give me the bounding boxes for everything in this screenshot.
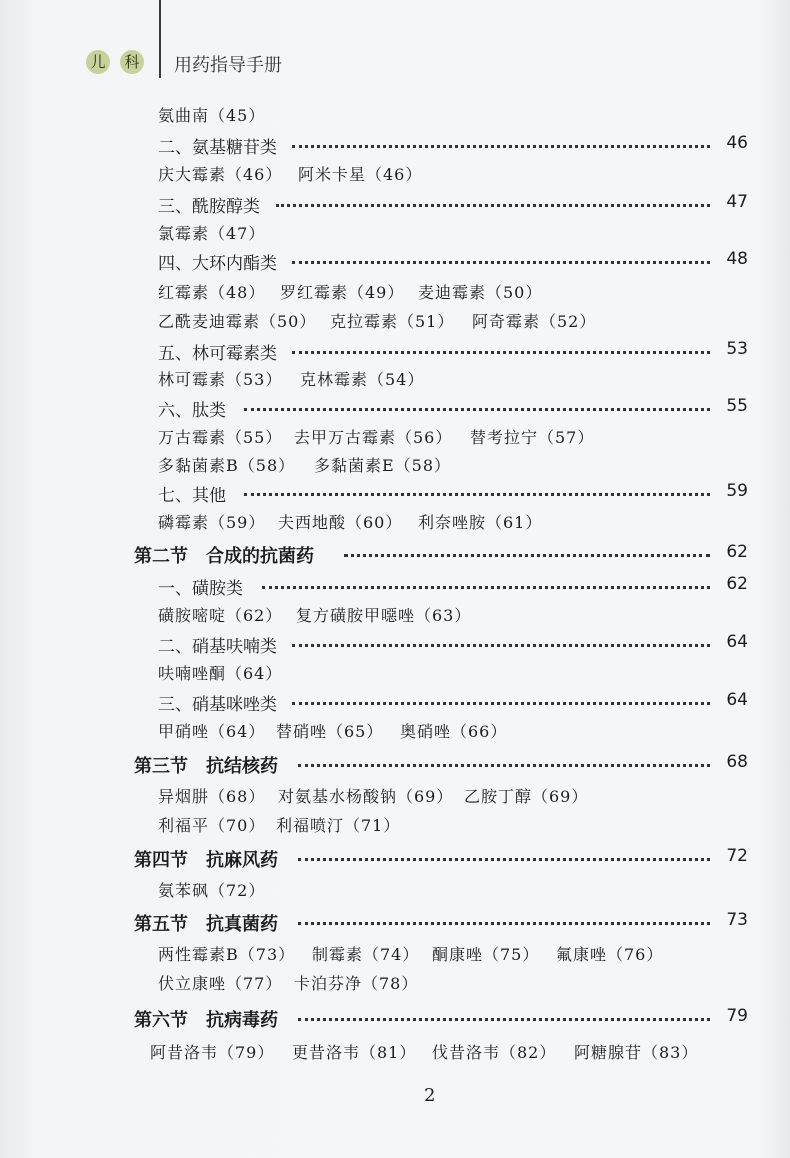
dot-leader — [344, 554, 710, 557]
toc-page-number: 79 — [726, 1006, 748, 1026]
toc-drug-row — [0, 103, 790, 133]
toc-drug-entry: 磷霉素（59） — [158, 513, 266, 532]
toc-section-heading: 第四节 抗麻风药 — [134, 850, 278, 871]
toc-drug-row — [0, 878, 790, 908]
toc-subheading-row — [0, 192, 790, 222]
toc-drug-entry: 夫西地酸（60） — [278, 513, 403, 532]
dot-leader — [298, 858, 710, 861]
toc-section-row — [0, 1006, 790, 1036]
toc-drug-entry: 罗红霉素（49） — [280, 283, 405, 302]
toc-drug-entry: 异烟肼（68） — [158, 787, 266, 806]
toc-page-number: 53 — [726, 339, 748, 359]
toc-drug-entry: 复方磺胺甲噁唑（63） — [296, 606, 472, 625]
toc-drug-entry: 阿糖腺苷（83） — [574, 1043, 699, 1062]
dot-leader — [298, 1018, 710, 1021]
toc-section-heading: 第六节 抗病毒药 — [134, 1010, 278, 1031]
toc-drug-entry: 多黏菌素E（58） — [314, 456, 452, 475]
toc-drug-entry: 氟康唑（76） — [556, 945, 664, 964]
dot-leader — [244, 493, 710, 496]
toc-page-number: 73 — [726, 910, 748, 930]
category-badge: 科 — [120, 50, 144, 74]
toc-drug-entry: 利奈唑胺（61） — [418, 513, 543, 532]
toc-drug-row — [0, 971, 790, 1001]
toc-subheading-row — [0, 481, 790, 511]
toc-section-heading: 第五节 抗真菌药 — [134, 914, 278, 935]
toc-section-row — [0, 752, 790, 782]
toc-section-row — [0, 542, 790, 572]
toc-drug-entry: 阿昔洛韦（79） — [150, 1043, 275, 1062]
toc-subheading: 三、酰胺醇类 — [158, 197, 260, 217]
toc-drug-entry: 林可霉素（53） — [158, 370, 283, 389]
toc-drug-entry: 制霉素（74） — [312, 945, 420, 964]
toc-drug-entry: 克拉霉素（51） — [330, 312, 455, 331]
toc-drug-entry: 去甲万古霉素（56） — [294, 428, 453, 447]
toc-drug-row — [0, 813, 790, 843]
toc-subheading: 七、其他 — [158, 486, 226, 506]
toc-drug-entry: 伏立康唑（77） — [158, 974, 283, 993]
toc-drug-row — [0, 309, 790, 339]
toc-drug-entry: 卡泊芬净（78） — [294, 974, 419, 993]
toc-drug-row — [0, 603, 790, 633]
dot-leader — [276, 204, 710, 207]
toc-section-heading: 第三节 抗结核药 — [134, 756, 278, 777]
toc-drug-entry: 氨苯砜（72） — [158, 881, 266, 900]
toc-drug-entry: 红霉素（48） — [158, 283, 266, 302]
toc-drug-row — [0, 719, 790, 749]
toc-drug-entry: 两性霉素B（73） — [158, 945, 296, 964]
toc-subheading-row — [0, 574, 790, 604]
toc-subheading-row — [0, 133, 790, 163]
toc-drug-entry: 利福喷汀（71） — [276, 816, 401, 835]
toc-subheading-row — [0, 339, 790, 369]
dot-leader — [292, 145, 710, 148]
toc-drug-entry: 磺胺嘧啶（62） — [158, 606, 283, 625]
toc-subheading-row — [0, 396, 790, 426]
toc-drug-entry: 庆大霉素（46） — [158, 165, 283, 184]
toc-page-number: 55 — [726, 396, 748, 416]
dot-leader — [292, 702, 710, 705]
toc-drug-entry: 利福平（70） — [158, 816, 266, 835]
toc-page-number: 64 — [726, 632, 748, 652]
category-badge: 儿 — [86, 50, 110, 74]
toc-drug-row — [0, 162, 790, 192]
dot-leader — [292, 351, 710, 354]
toc-drug-entry: 万古霉素（55） — [158, 428, 283, 447]
toc-page-number: 72 — [726, 846, 748, 866]
toc-drug-row — [0, 280, 790, 310]
toc-page-number: 59 — [726, 481, 748, 501]
toc-drug-entry: 替考拉宁（57） — [470, 428, 595, 447]
toc-page-number: 62 — [726, 542, 748, 562]
toc-drug-entry: 阿米卡星（46） — [298, 165, 423, 184]
toc-section-heading: 第二节 合成的抗菌药 — [134, 546, 314, 567]
toc-drug-entry: 乙酰麦迪霉素（50） — [158, 312, 317, 331]
toc-drug-entry: 克林霉素（54） — [300, 370, 425, 389]
toc-drug-row — [0, 784, 790, 814]
toc-drug-entry: 甲硝唑（64） — [158, 722, 266, 741]
header-divider — [159, 0, 161, 78]
toc-subheading: 一、磺胺类 — [158, 579, 243, 599]
toc-drug-entry: 呋喃唑酮（64） — [158, 664, 283, 683]
toc-subheading: 四、大环内酯类 — [158, 254, 277, 274]
toc-page-number: 46 — [726, 133, 748, 153]
toc-drug-row — [0, 661, 790, 691]
toc-drug-entry: 阿奇霉素（52） — [472, 312, 597, 331]
toc-drug-entry: 酮康唑（75） — [432, 945, 540, 964]
dot-leader — [262, 586, 710, 589]
toc-subheading: 二、氨基糖苷类 — [158, 138, 277, 158]
toc-drug-entry: 奥硝唑（66） — [400, 722, 508, 741]
toc-drug-entry: 多黏菌素B（58） — [158, 456, 296, 475]
toc-subheading-row — [0, 632, 790, 662]
toc-drug-row — [0, 942, 790, 972]
toc-section-row — [0, 910, 790, 940]
toc-page-number: 62 — [726, 574, 748, 594]
book-title: 用药指导手册 — [174, 55, 282, 76]
toc-drug-row — [0, 367, 790, 397]
toc-subheading-row — [0, 690, 790, 720]
toc-drug-entry: 麦迪霉素（50） — [418, 283, 543, 302]
dot-leader — [298, 922, 710, 925]
toc-drug-row — [0, 1040, 790, 1070]
toc-drug-entry: 氨曲南（45） — [158, 106, 266, 125]
toc-section-row — [0, 846, 790, 876]
toc-drug-entry: 伐昔洛韦（82） — [432, 1043, 557, 1062]
dot-leader — [298, 764, 710, 767]
toc-subheading: 二、硝基呋喃类 — [158, 637, 277, 657]
toc-subheading: 五、林可霉素类 — [158, 344, 277, 364]
dot-leader — [244, 408, 710, 411]
page-number: 2 — [424, 1085, 436, 1106]
dot-leader — [292, 261, 710, 264]
toc-drug-entry: 乙胺丁醇（69） — [464, 787, 589, 806]
toc-drug-row — [0, 453, 790, 483]
toc-drug-row — [0, 221, 790, 251]
toc-drug-row — [0, 425, 790, 455]
toc-drug-entry: 替硝唑（65） — [276, 722, 384, 741]
toc-subheading-row — [0, 249, 790, 279]
toc-page-number: 47 — [726, 192, 748, 212]
toc-drug-row — [0, 510, 790, 540]
toc-page-number: 64 — [726, 690, 748, 710]
toc-subheading: 三、硝基咪唑类 — [158, 695, 277, 715]
toc-page-number: 48 — [726, 249, 748, 269]
toc-drug-entry: 氯霉素（47） — [158, 224, 266, 243]
toc-drug-entry: 更昔洛韦（81） — [292, 1043, 417, 1062]
toc-drug-entry: 对氨基水杨酸钠（69） — [278, 787, 454, 806]
toc-subheading: 六、肽类 — [158, 401, 226, 421]
dot-leader — [292, 644, 710, 647]
toc-page-number: 68 — [726, 752, 748, 772]
